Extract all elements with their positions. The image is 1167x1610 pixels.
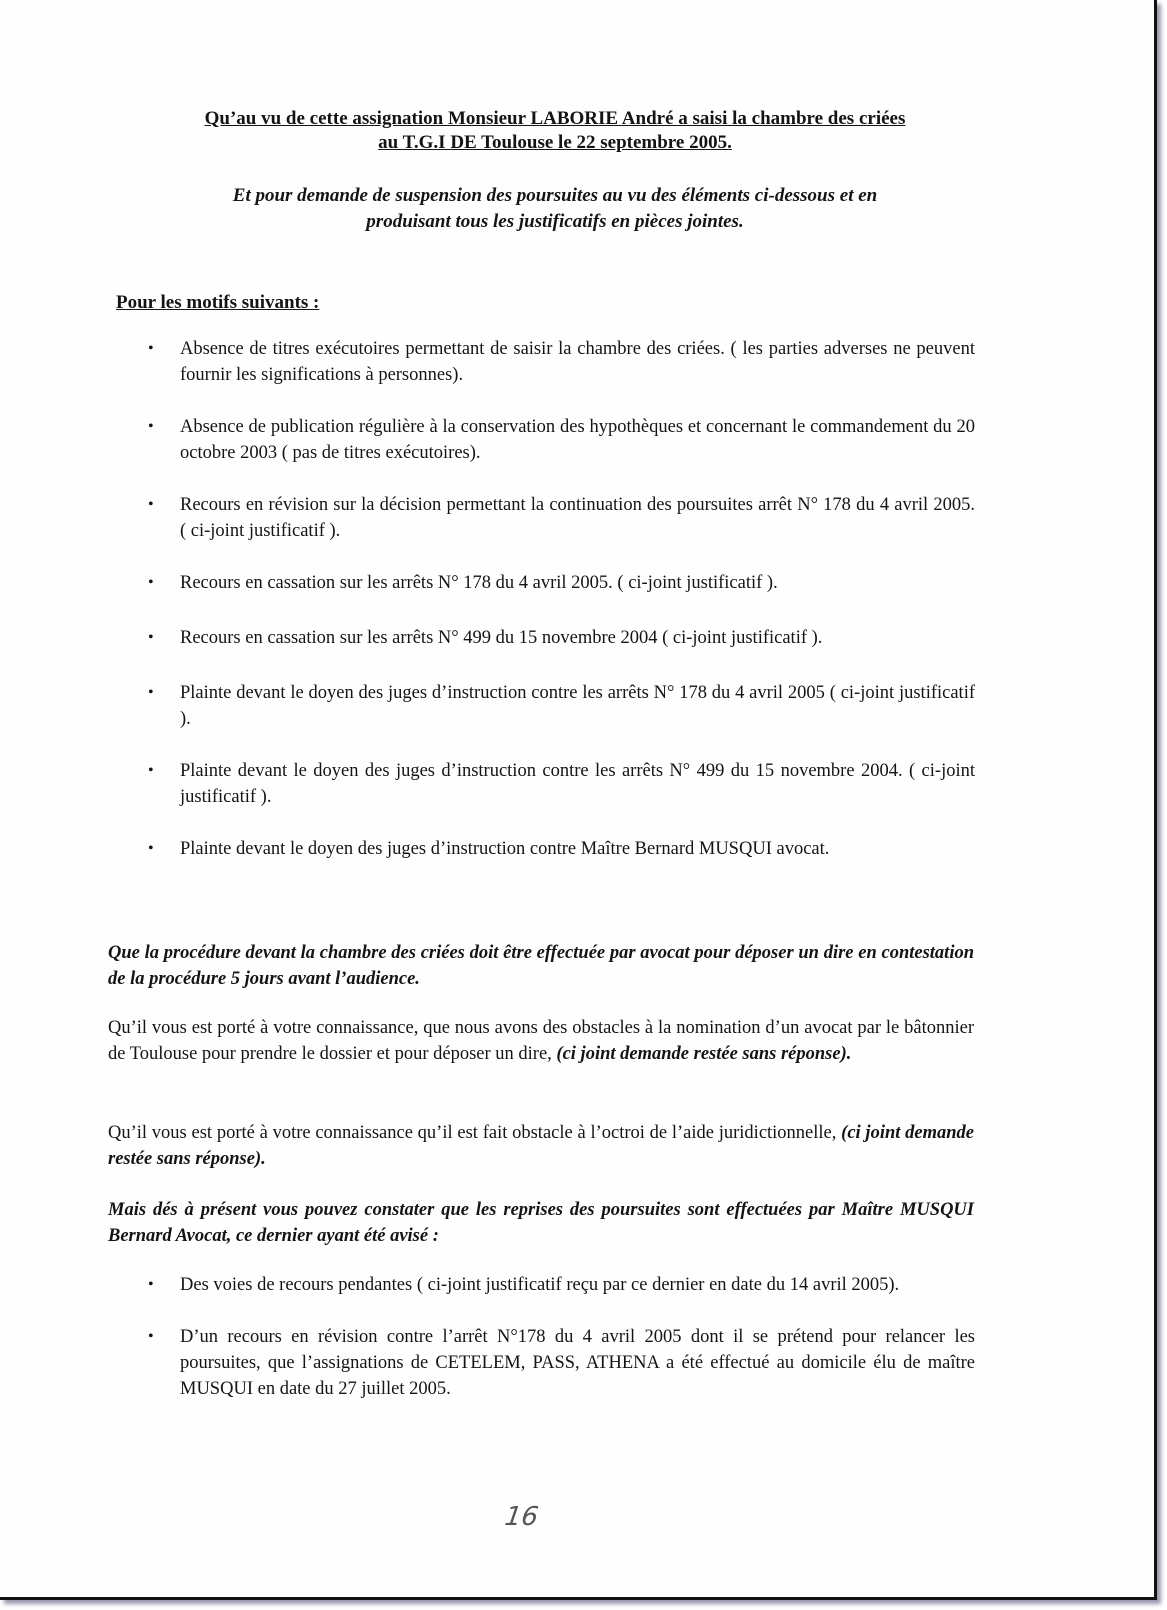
avise-list — [140, 1272, 975, 1402]
motifs-title: Pour les motifs suivants : — [116, 292, 320, 313]
list-item: • D’un recours en révision contre l’arrêt N°178 du 4 avril 2005 dont il se prétend pour relancer les poursuites, que l’assignations de CETELEM, PASS, ATHENA a été effectué au domicile élu de maître MUSQUI en date du 27 juillet 2005. — [140, 1324, 975, 1402]
heading-line-2: au T.G.I DE Toulouse le 22 septembre 2005. — [378, 132, 732, 153]
attachment-note: (ci joint demande restée sans réponse). — [108, 1123, 974, 1169]
bullet-icon: • — [148, 496, 154, 513]
list-item: • Absence de titres exécutoires permettant de saisir la chambre des criées. ( les parties adverses ne peuvent fournir les significations à personnes). — [140, 336, 975, 388]
motifs-list — [140, 336, 975, 862]
list-item: • Plainte devant le doyen des juges d’instruction contre les arrêts N° 178 du 4 avril 2005 ( ci-joint justificatif ). — [140, 680, 975, 732]
bullet-icon: • — [148, 762, 154, 779]
document-heading — [100, 107, 1010, 155]
list-item: • Des voies de recours pendantes ( ci-joint justificatif reçu par ce dernier en date du 14 avril 2005). — [140, 1272, 975, 1298]
bullet-icon: • — [148, 1276, 154, 1293]
list-item: • Recours en révision sur la décision permettant la continuation des poursuites arrêt N° 178 du 4 avril 2005. ( ci-joint justificatif ). — [140, 492, 975, 544]
bullet-icon: • — [148, 574, 154, 591]
bullet-icon: • — [148, 629, 154, 646]
bullet-icon: • — [148, 1328, 154, 1345]
list-item: • Plainte devant le doyen des juges d’instruction contre Maître Bernard MUSQUI avocat. — [140, 836, 975, 862]
attachment-note: (ci joint demande restée sans réponse). — [556, 1044, 852, 1064]
bullet-icon: • — [148, 340, 154, 357]
heading-line-1: Qu’au vu de cette assignation Monsieur LABORIE André a saisi la chambre des criées — [204, 108, 906, 129]
obstacle-avocat-paragraph: Qu’il vous est porté à votre connaissance, que nous avons des obstacles à la nomination d’un avocat par le bâtonnier de Toulouse pour prendre le dossier et pour déposer un dire, (ci joint demande restée sans réponse). — [108, 1018, 974, 1064]
subheading-line-2: produisant tous les justificatifs en pièces jointes. — [366, 211, 744, 232]
bullet-icon: • — [148, 840, 154, 857]
procedure-note: Que la procédure devant la chambre des criées doit être effectuée par avocat pour déposer un dire en contestation de la procédure 5 jours avant l’audience. — [108, 943, 974, 989]
page-number: 16 — [502, 1502, 541, 1532]
list-item: • Plainte devant le doyen des juges d’instruction contre les arrêts N° 499 du 15 novembre 2004. ( ci-joint justificatif ). — [140, 758, 975, 810]
obstacle-aide-paragraph: Qu’il vous est porté à votre connaissance qu’il est fait obstacle à l’octroi de l’aide juridictionnelle, (ci joint demande restée sans réponse). — [108, 1123, 974, 1169]
reprise-note: Mais dés à présent vous pouvez constater que les reprises des poursuites sont effectuées par Maître MUSQUI Bernard Avocat, ce dernier ayant été avisé : — [108, 1200, 974, 1246]
subheading-line-1: Et pour demande de suspension des poursuites au vu des éléments ci-dessous et en — [232, 185, 878, 206]
list-item: • Recours en cassation sur les arrêts N° 178 du 4 avril 2005. ( ci-joint justificatif ). — [140, 570, 975, 596]
list-item: • Recours en cassation sur les arrêts N° 499 du 15 novembre 2004 ( ci-joint justificatif ). — [140, 625, 975, 651]
bullet-icon: • — [148, 684, 154, 701]
document-subheading — [100, 183, 1010, 235]
bullet-icon: • — [148, 418, 154, 435]
list-item: • Absence de publication régulière à la conservation des hypothèques et concernant le commandement du 20 octobre 2003 ( pas de titres exécutoires). — [140, 414, 975, 466]
